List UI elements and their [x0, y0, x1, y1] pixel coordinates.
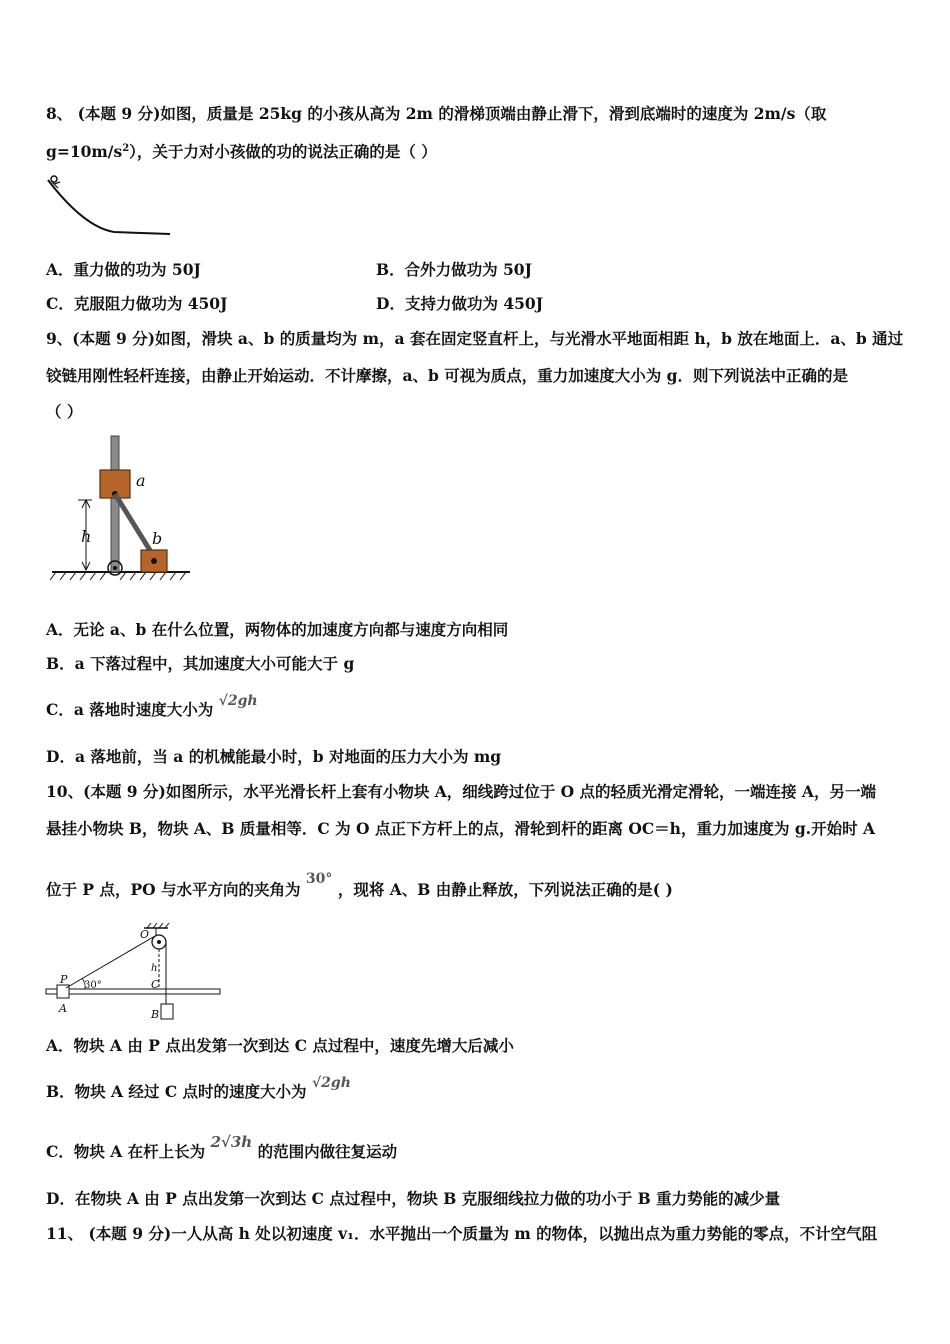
- q10-option-d: D．在物块 A 由 P 点出发第一次到达 C 点过程中，物块 B 克服细线拉力做的功小于 B 重力势能的减少量: [46, 1189, 781, 1208]
- q10-option-b-formula: √2gh: [311, 1075, 351, 1091]
- q9-line2: 铰链用刚性轻杆连接，由静止开始运动．不计摩擦，a、b 可视为质点，重力加速度大小为 g．则下列说法中正确的是: [46, 366, 849, 385]
- q8-option-d: D．支持力做功为 450J: [376, 294, 544, 313]
- q9-option-d: D．a 落地前，当 a 的机械能最小时，b 对地面的压力大小为 mg: [46, 747, 502, 766]
- sliding-blocks-figure: [48, 430, 198, 590]
- q8-option-c: C．克服阻力做功为 450J: [46, 294, 228, 313]
- q10-option-c: C．物块 A 在杆上长为 2√3h 的范围内做往复运动: [46, 1133, 398, 1161]
- fig10-label-h: h: [151, 963, 158, 974]
- fig9-label-b: b: [152, 529, 163, 548]
- q9-line3: （ ）: [46, 402, 83, 421]
- fig10-label-O: O: [140, 928, 150, 941]
- q8-line1: 8、 (本题 9 分)如图，质量是 25kg 的小孩从高为 2m 的滑梯顶端由静止滑下，滑到底端时的速度为 2m/s（取: [46, 104, 827, 123]
- q8-option-a: A．重力做的功为 50J: [46, 260, 201, 279]
- q11-line1: 11、 (本题 9 分)一人从高 h 处以初速度 v₁．水平抛出一个质量为 m 的物体，以抛出点为重力势能的零点，不计空气阻: [46, 1224, 878, 1243]
- q10-option-b: B．物块 A 经过 C 点时的速度大小为 √2gh: [46, 1075, 351, 1101]
- fig9-label-a: a: [136, 471, 146, 490]
- fig10-label-B: B: [151, 1008, 160, 1021]
- q10-option-a: A．物块 A 由 P 点出发第一次到达 C 点过程中，速度先增大后减小: [46, 1036, 514, 1055]
- q10-line2: 悬挂小物块 B，物块 A、B 质量相等．C 为 O 点正下方杆上的点，滑轮到杆的距离 OC＝h，重力加速度为 g.开始时 A: [46, 819, 876, 838]
- q9-option-b: B．a 下落过程中，其加速度大小可能大于 g: [46, 654, 355, 673]
- q8-line2: $g=10m/s^2$），关于力对小孩做的功的说法正确的是（ ）: [46, 142, 437, 161]
- q9-option-a: A．无论 a、b 在什么位置，两物体的加速度方向都与速度方向相同: [46, 620, 509, 639]
- slide-figure: [44, 172, 174, 242]
- q9-line1: 9、(本题 9 分)如图，滑块 a、b 的质量均为 m，a 套在固定竖直杆上，与光滑水平地面相距 h，b 放在地面上．a、b 通过: [46, 329, 904, 348]
- q10-angle: 30°: [305, 871, 333, 887]
- q10-line1: 10、(本题 9 分)如图所示，水平光滑长杆上套有小物块 A，细线跨过位于 O 点的轻质光滑定滑轮，一端连接 A，另一端: [46, 782, 876, 801]
- fig10-label-A: A: [59, 1002, 67, 1015]
- fig9-label-h: h: [81, 527, 92, 546]
- q9-option-c: C．a 落地时速度大小为 √2gh: [46, 693, 258, 719]
- fig10-label-angle: 30°: [84, 980, 102, 991]
- q9-option-c-formula: √2gh: [218, 693, 258, 709]
- q8-option-b: B．合外力做功为 50J: [376, 260, 532, 279]
- pulley-figure: [44, 922, 226, 1022]
- q10-option-c-formula: 2√3h: [210, 1133, 253, 1151]
- fig10-label-C: C: [151, 978, 160, 991]
- fig10-label-P: P: [60, 973, 68, 986]
- q10-line3: 位于 P 点，PO 与水平方向的夹角为 30° ，现将 A、B 由静止释放，下列说法正确的是( ): [46, 871, 673, 899]
